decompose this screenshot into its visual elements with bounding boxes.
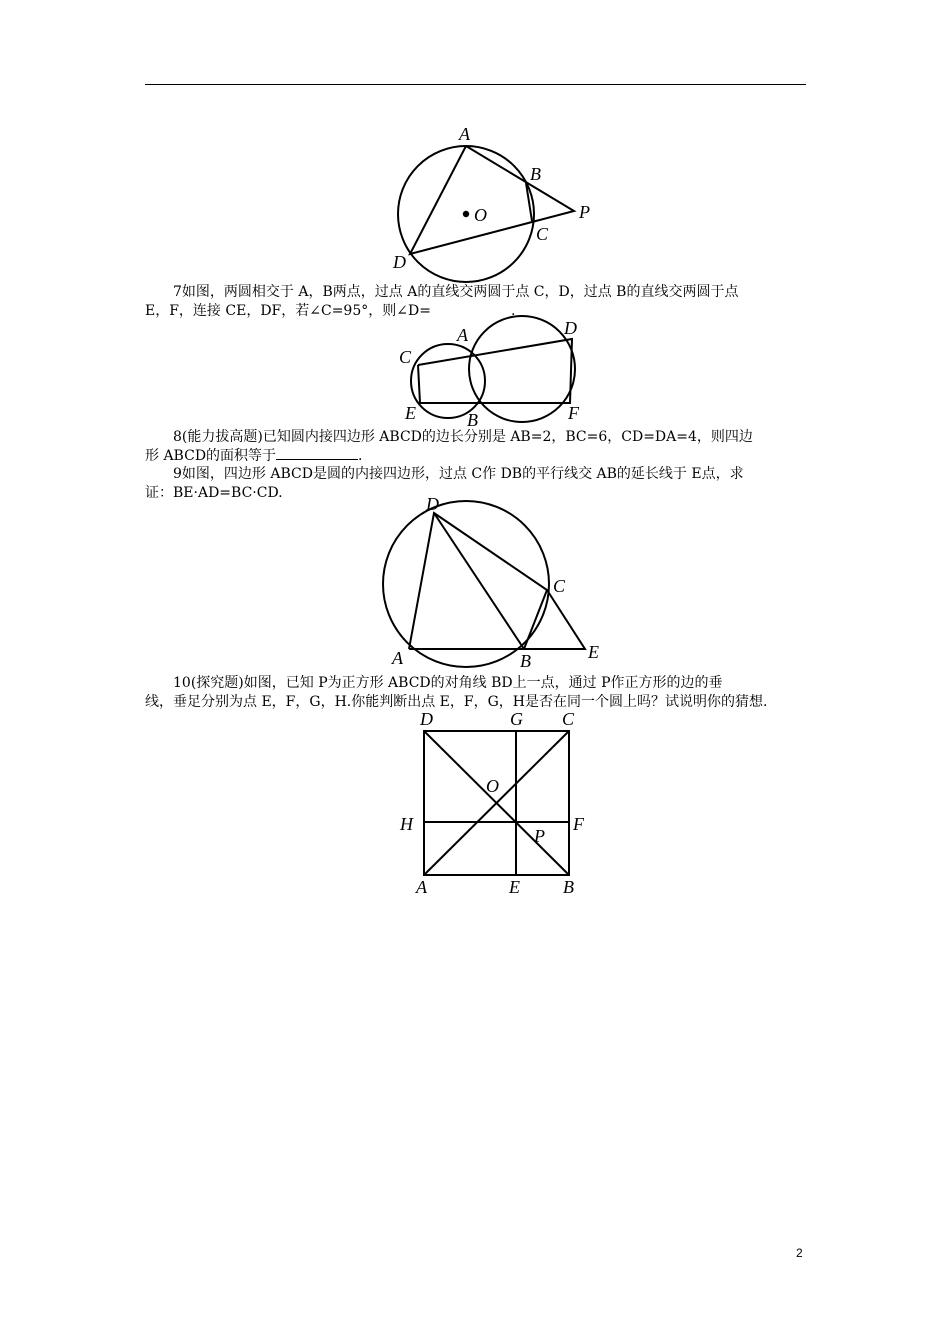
label-e: E <box>588 642 599 662</box>
problem-8-period: . <box>358 448 363 464</box>
problem-7-line2: E，F，连接 CE，DF，若∠C=95°，则∠D= <box>145 303 431 319</box>
label-b: B <box>563 877 574 897</box>
diagonal-db <box>434 513 524 649</box>
triangle-apd <box>410 146 574 254</box>
label-p: P <box>579 202 590 222</box>
problem-7 <box>145 283 809 321</box>
label-h: H <box>400 814 413 834</box>
figure-two-circles <box>395 318 595 430</box>
circle-right <box>469 316 575 422</box>
label-b: B <box>530 164 541 184</box>
label-e: E <box>509 877 520 897</box>
label-b: B <box>467 410 478 430</box>
figure-circle-secant <box>380 118 610 288</box>
label-c: C <box>553 576 566 596</box>
figure-square <box>395 708 595 900</box>
circle <box>383 501 549 667</box>
problem-8-line1: 8(能力拔高题)已知圆内接四边形 ABCD的边长分别是 AB=2，BC=6，CD=DA=4，则四边 <box>173 429 753 445</box>
quadrilateral-cdfe <box>418 339 572 403</box>
center-dot <box>463 211 469 217</box>
label-c: C <box>536 224 549 244</box>
problem-9-line1: 9如图，四边形 ABCD是圆的内接四边形，过点 C作 DB的平行线交 AB的延长线于 E点，求 <box>173 466 744 482</box>
problem-10-line2: 线，垂足分别为点 E，F，G，H.你能判断出点 E，F，G，H是否在同一个圆上吗？试说明你的猜想. <box>145 694 768 710</box>
label-f: F <box>573 814 584 834</box>
figure-cyclic-quadrilateral <box>380 494 610 670</box>
problem-7-period: . <box>510 303 516 319</box>
page-number: 2 <box>796 1246 803 1260</box>
label-a: A <box>416 877 427 897</box>
label-f: F <box>568 403 579 423</box>
problem-9-line2: 证：BE·AD=BC·CD. <box>145 485 283 501</box>
label-a: A <box>392 648 403 668</box>
label-d: D <box>393 252 406 272</box>
label-o: O <box>486 776 499 796</box>
segment-bec <box>524 590 585 649</box>
label-b: B <box>520 651 531 671</box>
label-p: P <box>534 826 545 846</box>
problem-8 <box>145 428 809 466</box>
label-a: A <box>457 325 468 345</box>
label-d: D <box>426 494 439 514</box>
label-a: A <box>459 124 470 144</box>
problem-10-line1: 10(探究题)如图，已知 P为正方形 ABCD的对角线 BD上一点，通过 P作正方形的边的垂 <box>173 675 723 691</box>
label-g: G <box>510 709 523 729</box>
problem-7-line1: 7如图，两圆相交于 A，B两点，过点 A的直线交两圆于点 C，D，过点 B的直线交两圆于点 <box>173 284 739 300</box>
label-d: D <box>420 709 433 729</box>
label-c: C <box>399 347 412 367</box>
problem-8-line2: 形 ABCD的面积等于 <box>145 448 277 464</box>
label-e: E <box>405 403 416 423</box>
label-c: C <box>562 709 575 729</box>
header-rule <box>145 84 806 85</box>
problem-10 <box>145 674 809 712</box>
answer-blank <box>276 447 358 460</box>
label-o: O <box>474 205 487 225</box>
label-d: D <box>564 318 577 338</box>
